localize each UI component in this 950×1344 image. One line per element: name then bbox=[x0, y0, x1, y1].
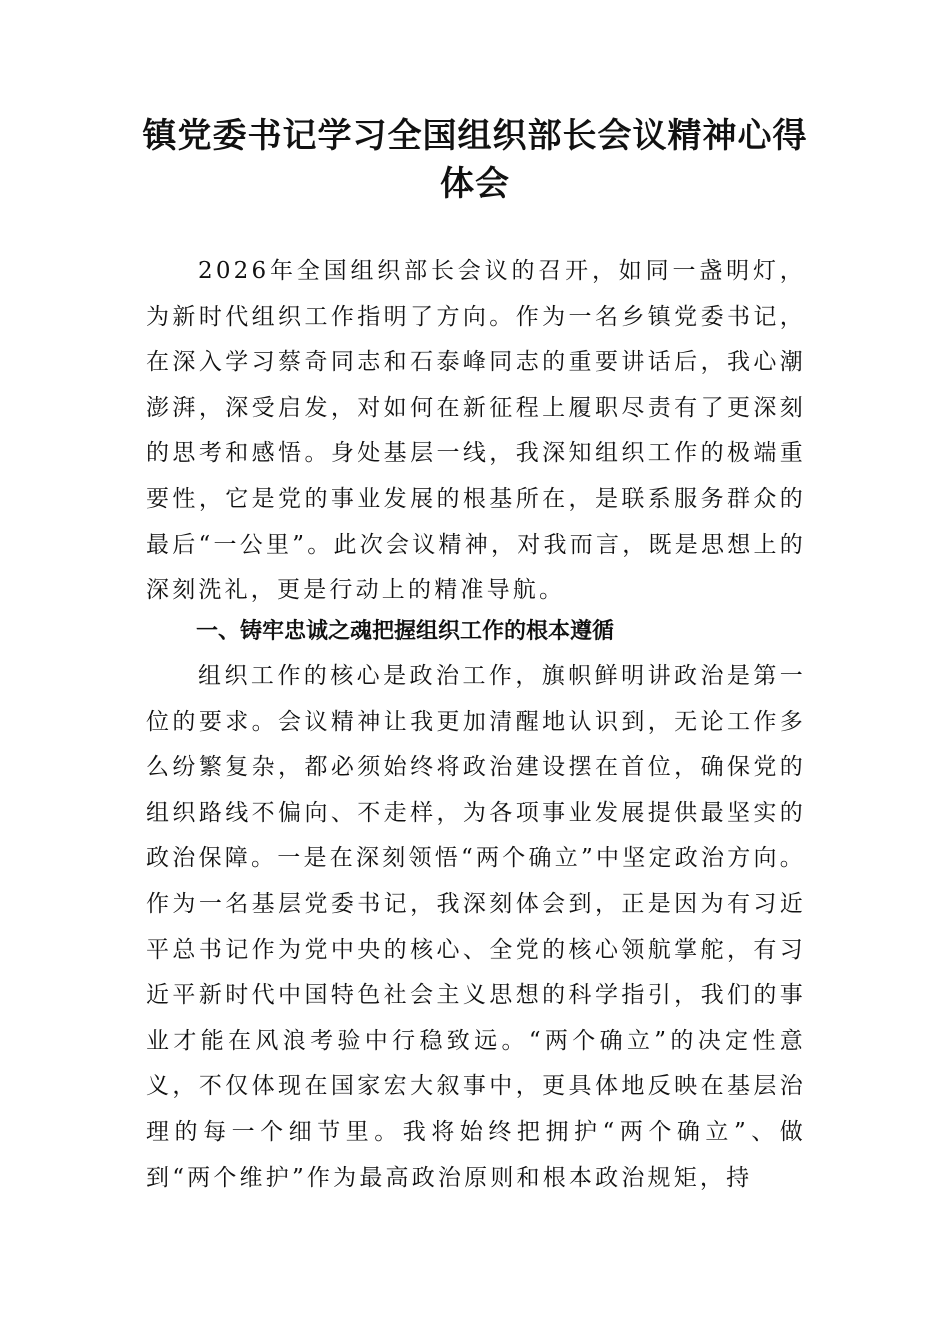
paragraph-intro: 2026年全国组织部长会议的召开，如同一盏明灯，为新时代组织工作指明了方向。作为一名乡镇党委书记，在深入学习蔡奇同志和石泰峰同志的重要讲话后，我心潮澎湃，深受启发，对如何在新征程上履职尽责有了更深刻的思考和感悟。身处基层一线，我深知组织工作的极端重要性，它是党的事业发展的根基所在，是联系服务群众的最后“一公里”。此次会议精神，对我而言，既是思想上的深刻洗礼，更是行动上的精准导航。 bbox=[146, 258, 806, 604]
document-title: 镇党委书记学习全国组织部长会议精神心得体会 bbox=[142, 116, 808, 204]
section-heading-1: 一、铸牢忠诚之魂把握组织工作的根本遵循 bbox=[196, 619, 615, 644]
paragraph-section-1: 组织工作的核心是政治工作，旗帜鲜明讲政治是第一位的要求。会议精神让我更加清醒地认识到，无论工作多么纷繁复杂，都必须始终将政治建设摆在首位，确保党的组织路线不偏向、不走样，为各项事业发展提供最坚实的政治保障。一是在深刻领悟“两个确立”中坚定政治方向。作为一名基层党委书记，我深刻体会到，正是因为有习近平总书记作为党中央的核心、全党的核心领航掌舵，有习近平新时代中国特色社会主义思想的科学指引，我们的事业才能在风浪考验中行稳致远。“两个确立”的决定性意义，不仅体现在国家宏大叙事中，更具体地反映在基层治理的每一个细节里。我将始终把拥护“两个确立”、做到“两个维护”作为最高政治原则和根本政治规矩，持 bbox=[146, 663, 806, 1191]
